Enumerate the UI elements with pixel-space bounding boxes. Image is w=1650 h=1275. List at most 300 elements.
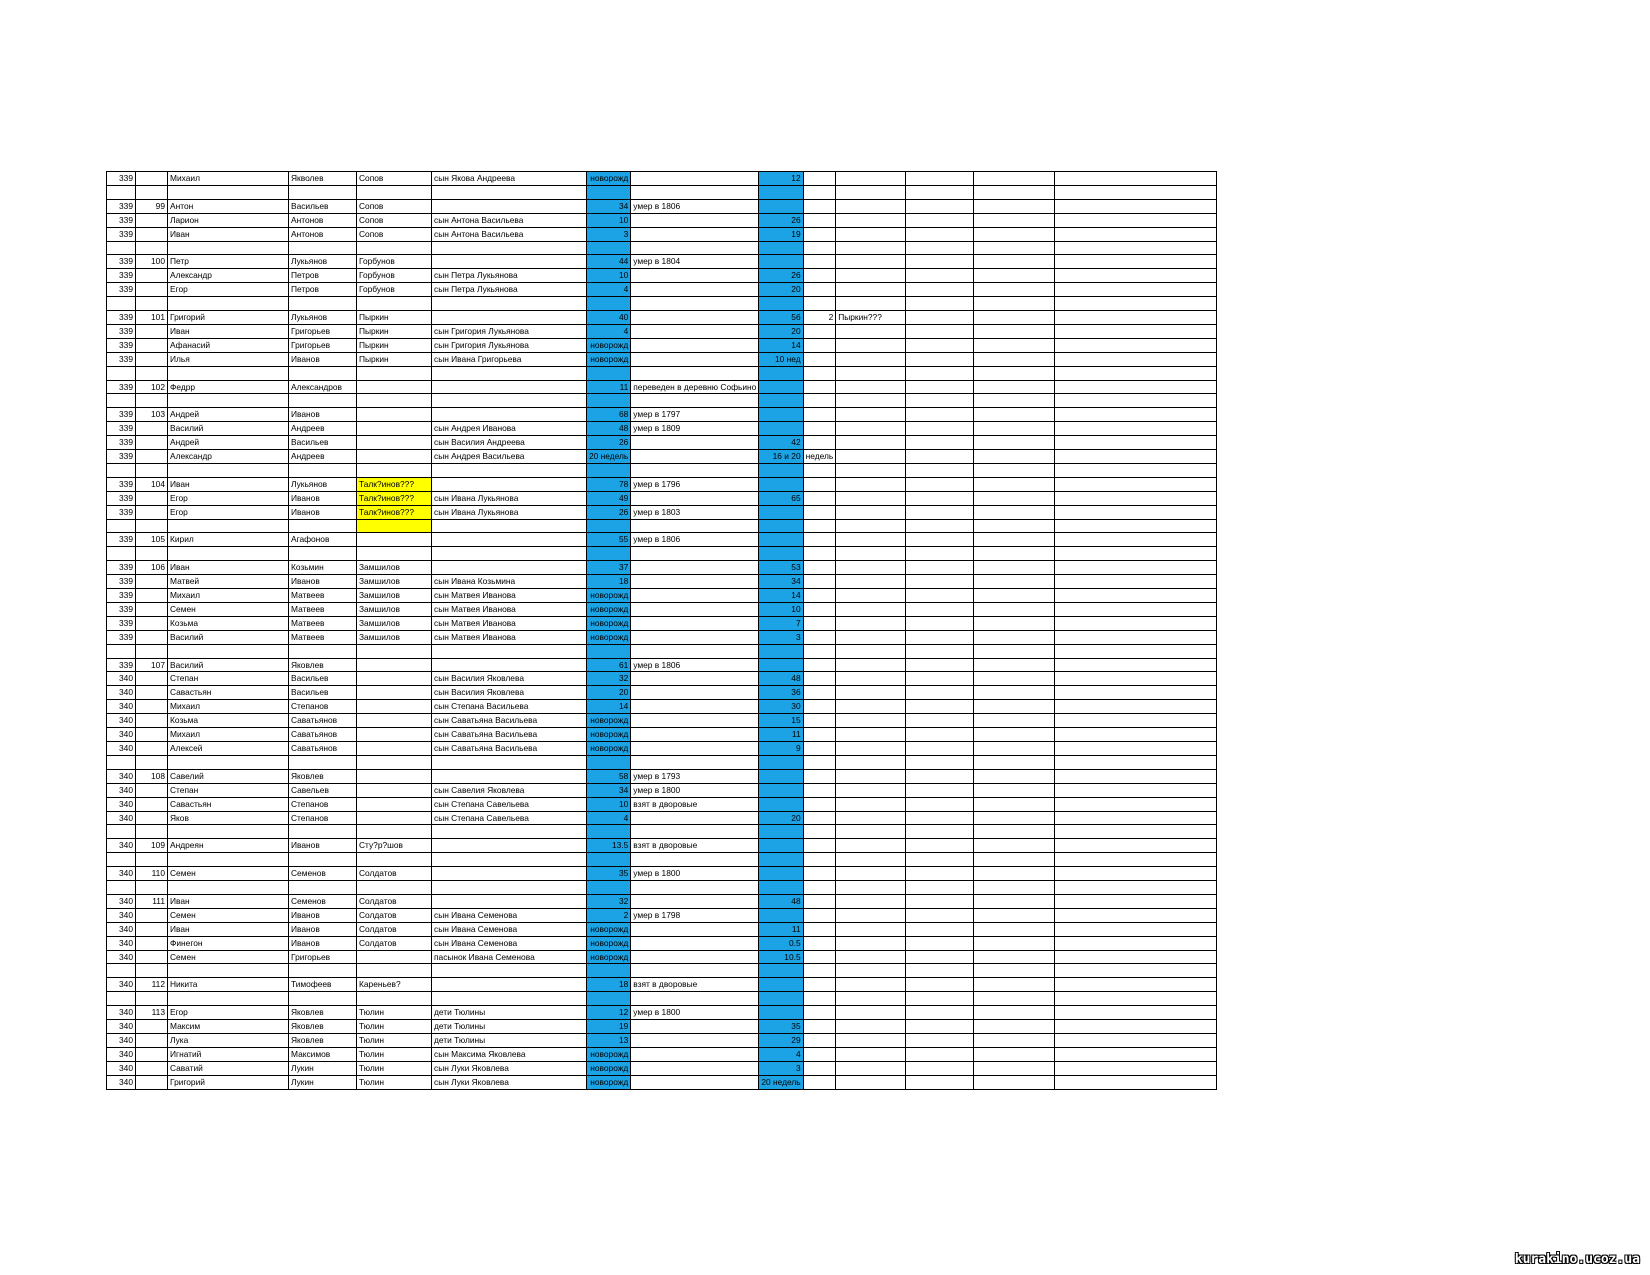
cell-note1 — [631, 1075, 759, 1089]
cell-c12 — [906, 686, 974, 700]
cell-c12 — [906, 1020, 974, 1034]
cell-note2 — [836, 533, 906, 547]
cell-misc — [803, 797, 836, 811]
cell-relation — [432, 297, 587, 311]
cell-patronymic: Лукьянов — [289, 311, 357, 325]
cell-page: 340 — [107, 811, 136, 825]
cell-age2: 14 — [759, 589, 803, 603]
cell-household: 106 — [136, 561, 168, 575]
cell-relation: сын Ивана Лукьянова — [432, 505, 587, 519]
cell-misc — [803, 908, 836, 922]
cell-name: Андреян — [168, 839, 289, 853]
cell-relation: сын Ивана Семенова — [432, 908, 587, 922]
cell-c14 — [1055, 380, 1217, 394]
cell-relation — [432, 644, 587, 658]
cell-page — [107, 297, 136, 311]
cell-age1 — [587, 881, 631, 895]
cell-patronymic — [289, 755, 357, 769]
cell-age2: 4 — [759, 1047, 803, 1061]
cell-name: Иван — [168, 894, 289, 908]
cell-patronymic: Иванов — [289, 936, 357, 950]
cell-relation: пасынок Ивана Семенова — [432, 950, 587, 964]
cell-misc — [803, 1075, 836, 1089]
cell-household: 113 — [136, 1006, 168, 1020]
cell-note1 — [631, 964, 759, 978]
cell-note2 — [836, 185, 906, 199]
cell-c12 — [906, 881, 974, 895]
cell-c12 — [906, 311, 974, 325]
cell-page — [107, 964, 136, 978]
cell-household — [136, 700, 168, 714]
cell-page — [107, 394, 136, 408]
cell-misc — [803, 894, 836, 908]
cell-c14 — [1055, 589, 1217, 603]
cell-note2: Пыркин??? — [836, 311, 906, 325]
cell-household — [136, 881, 168, 895]
cell-note2 — [836, 1020, 906, 1034]
cell-page: 339 — [107, 213, 136, 227]
cell-age2 — [759, 199, 803, 213]
cell-note2 — [836, 255, 906, 269]
cell-name: Егор — [168, 1006, 289, 1020]
cell-page: 340 — [107, 936, 136, 950]
cell-misc — [803, 714, 836, 728]
cell-misc — [803, 561, 836, 575]
cell-household — [136, 1075, 168, 1089]
cell-note2 — [836, 394, 906, 408]
cell-page — [107, 644, 136, 658]
cell-c13 — [974, 755, 1055, 769]
cell-age2 — [759, 769, 803, 783]
cell-age1: 10 — [587, 213, 631, 227]
cell-age2 — [759, 839, 803, 853]
cell-page: 340 — [107, 672, 136, 686]
cell-misc: 2 — [803, 311, 836, 325]
cell-note1 — [631, 950, 759, 964]
cell-patronymic: Якволев — [289, 172, 357, 186]
cell-c12 — [906, 825, 974, 839]
table-row — [107, 561, 1217, 575]
cell-household — [136, 950, 168, 964]
cell-c14 — [1055, 853, 1217, 867]
cell-c14 — [1055, 297, 1217, 311]
cell-c12 — [906, 922, 974, 936]
cell-household: 108 — [136, 769, 168, 783]
cell-note2 — [836, 505, 906, 519]
table-row — [107, 422, 1217, 436]
cell-c13 — [974, 825, 1055, 839]
cell-relation — [432, 366, 587, 380]
cell-c12 — [906, 491, 974, 505]
cell-relation: сын Петра Лукьянова — [432, 283, 587, 297]
cell-note2 — [836, 950, 906, 964]
cell-page: 339 — [107, 199, 136, 213]
cell-surname — [357, 450, 432, 464]
cell-surname: Кареньев? — [357, 978, 432, 992]
cell-age2 — [759, 644, 803, 658]
cell-note2 — [836, 1075, 906, 1089]
cell-patronymic: Максимов — [289, 1047, 357, 1061]
cell-note1: умер в 1804 — [631, 255, 759, 269]
cell-surname: Замшилов — [357, 616, 432, 630]
cell-c12 — [906, 797, 974, 811]
cell-c12 — [906, 644, 974, 658]
cell-c14 — [1055, 463, 1217, 477]
cell-c13 — [974, 742, 1055, 756]
cell-note2 — [836, 755, 906, 769]
cell-surname — [357, 658, 432, 672]
cell-note1: умер в 1809 — [631, 422, 759, 436]
cell-household — [136, 338, 168, 352]
cell-note2 — [836, 338, 906, 352]
cell-age1: 44 — [587, 255, 631, 269]
cell-c13 — [974, 700, 1055, 714]
cell-surname — [357, 547, 432, 561]
cell-surname — [357, 394, 432, 408]
cell-relation — [432, 839, 587, 853]
cell-note2 — [836, 797, 906, 811]
cell-page: 339 — [107, 269, 136, 283]
cell-misc — [803, 700, 836, 714]
cell-age1: 68 — [587, 408, 631, 422]
cell-page: 339 — [107, 227, 136, 241]
cell-age2 — [759, 255, 803, 269]
cell-note1 — [631, 644, 759, 658]
cell-patronymic — [289, 241, 357, 255]
cell-surname — [357, 241, 432, 255]
cell-household: 109 — [136, 839, 168, 853]
cell-page: 339 — [107, 408, 136, 422]
cell-note1 — [631, 324, 759, 338]
cell-c13 — [974, 783, 1055, 797]
cell-c12 — [906, 172, 974, 186]
cell-c13 — [974, 714, 1055, 728]
cell-c13 — [974, 894, 1055, 908]
cell-age2: 36 — [759, 686, 803, 700]
cell-note1: взят в дворовые — [631, 797, 759, 811]
cell-note2 — [836, 213, 906, 227]
cell-c13 — [974, 463, 1055, 477]
cell-c13 — [974, 380, 1055, 394]
cell-age1: новорожд — [587, 728, 631, 742]
cell-c13 — [974, 311, 1055, 325]
cell-c12 — [906, 755, 974, 769]
census-table — [106, 171, 1217, 1090]
cell-name: Савелий — [168, 769, 289, 783]
cell-name — [168, 519, 289, 533]
table-row — [107, 227, 1217, 241]
cell-patronymic: Григорьев — [289, 338, 357, 352]
cell-name — [168, 825, 289, 839]
cell-household: 99 — [136, 199, 168, 213]
cell-name: Егор — [168, 491, 289, 505]
cell-surname: Замшилов — [357, 575, 432, 589]
table-row — [107, 964, 1217, 978]
cell-household — [136, 1061, 168, 1075]
cell-c12 — [906, 672, 974, 686]
cell-age1: 37 — [587, 561, 631, 575]
cell-patronymic — [289, 394, 357, 408]
cell-age2: 9 — [759, 742, 803, 756]
cell-c12 — [906, 589, 974, 603]
cell-surname — [357, 700, 432, 714]
spreadsheet — [106, 171, 1217, 1090]
cell-c12 — [906, 436, 974, 450]
cell-age2 — [759, 408, 803, 422]
cell-surname — [357, 380, 432, 394]
cell-surname: Солдатов — [357, 922, 432, 936]
cell-c14 — [1055, 241, 1217, 255]
cell-household — [136, 394, 168, 408]
cell-age2 — [759, 547, 803, 561]
cell-c12 — [906, 422, 974, 436]
cell-relation: сын Саватьяна Васильева — [432, 728, 587, 742]
cell-misc — [803, 213, 836, 227]
cell-page: 339 — [107, 380, 136, 394]
cell-household — [136, 908, 168, 922]
cell-relation: сын Петра Лукьянова — [432, 269, 587, 283]
cell-note2 — [836, 1006, 906, 1020]
cell-age1: 48 — [587, 422, 631, 436]
cell-patronymic: Иванов — [289, 491, 357, 505]
cell-relation — [432, 769, 587, 783]
cell-age1: 3 — [587, 227, 631, 241]
cell-c14 — [1055, 783, 1217, 797]
cell-c14 — [1055, 881, 1217, 895]
table-row — [107, 324, 1217, 338]
cell-misc — [803, 575, 836, 589]
cell-misc — [803, 338, 836, 352]
cell-age2: 3 — [759, 1061, 803, 1075]
cell-c14 — [1055, 839, 1217, 853]
cell-c12 — [906, 602, 974, 616]
cell-c13 — [974, 964, 1055, 978]
cell-misc — [803, 811, 836, 825]
cell-age2: 34 — [759, 575, 803, 589]
cell-c13 — [974, 978, 1055, 992]
table-row — [107, 811, 1217, 825]
cell-relation: сын Ивана Григорьева — [432, 352, 587, 366]
cell-relation — [432, 561, 587, 575]
cell-c13 — [974, 728, 1055, 742]
cell-age2: 29 — [759, 1033, 803, 1047]
cell-age1: 78 — [587, 477, 631, 491]
cell-c14 — [1055, 728, 1217, 742]
table-row — [107, 728, 1217, 742]
cell-page: 339 — [107, 422, 136, 436]
cell-relation — [432, 311, 587, 325]
cell-relation: сын Василия Яковлева — [432, 672, 587, 686]
cell-patronymic: Лукьянов — [289, 477, 357, 491]
cell-relation: сын Степана Васильева — [432, 700, 587, 714]
cell-name — [168, 394, 289, 408]
cell-note1 — [631, 742, 759, 756]
cell-note1 — [631, 825, 759, 839]
cell-name — [168, 881, 289, 895]
cell-c14 — [1055, 213, 1217, 227]
cell-patronymic: Иванов — [289, 408, 357, 422]
cell-c12 — [906, 992, 974, 1006]
cell-age2: 20 — [759, 811, 803, 825]
cell-page: 339 — [107, 338, 136, 352]
cell-c13 — [974, 672, 1055, 686]
cell-c14 — [1055, 366, 1217, 380]
cell-c13 — [974, 658, 1055, 672]
cell-page — [107, 853, 136, 867]
cell-c13 — [974, 630, 1055, 644]
table-row — [107, 742, 1217, 756]
table-row — [107, 700, 1217, 714]
cell-page — [107, 992, 136, 1006]
cell-age2: 15 — [759, 714, 803, 728]
cell-page: 340 — [107, 742, 136, 756]
table-row — [107, 283, 1217, 297]
cell-age1: 19 — [587, 1020, 631, 1034]
table-row — [107, 1047, 1217, 1061]
cell-age2: 56 — [759, 311, 803, 325]
cell-age1: 20 недель — [587, 450, 631, 464]
table-row — [107, 380, 1217, 394]
cell-relation: сын Андрея Васильева — [432, 450, 587, 464]
cell-patronymic: Яковлев — [289, 658, 357, 672]
cell-page — [107, 185, 136, 199]
cell-patronymic — [289, 992, 357, 1006]
cell-page: 340 — [107, 867, 136, 881]
cell-note1 — [631, 269, 759, 283]
cell-household: 112 — [136, 978, 168, 992]
cell-age2 — [759, 463, 803, 477]
cell-note2 — [836, 575, 906, 589]
cell-age2: 10.5 — [759, 950, 803, 964]
cell-misc — [803, 978, 836, 992]
cell-age2 — [759, 908, 803, 922]
cell-c14 — [1055, 755, 1217, 769]
table-row — [107, 922, 1217, 936]
cell-c14 — [1055, 616, 1217, 630]
cell-note2 — [836, 436, 906, 450]
cell-misc — [803, 519, 836, 533]
cell-patronymic: Яковлев — [289, 1006, 357, 1020]
cell-note1 — [631, 436, 759, 450]
cell-surname — [357, 366, 432, 380]
cell-note2 — [836, 811, 906, 825]
cell-name: Игнатий — [168, 1047, 289, 1061]
cell-misc — [803, 992, 836, 1006]
cell-relation: сын Антона Васильева — [432, 213, 587, 227]
cell-surname — [357, 964, 432, 978]
cell-c13 — [974, 227, 1055, 241]
cell-c14 — [1055, 769, 1217, 783]
cell-c13 — [974, 616, 1055, 630]
cell-patronymic: Иванов — [289, 922, 357, 936]
cell-misc — [803, 1020, 836, 1034]
cell-c14 — [1055, 199, 1217, 213]
cell-page — [107, 366, 136, 380]
cell-patronymic: Лукин — [289, 1075, 357, 1089]
cell-age2: 10 — [759, 602, 803, 616]
cell-household — [136, 450, 168, 464]
cell-name: Никита — [168, 978, 289, 992]
cell-c12 — [906, 450, 974, 464]
cell-c12 — [906, 630, 974, 644]
cell-age1: 61 — [587, 658, 631, 672]
cell-patronymic: Андреев — [289, 422, 357, 436]
cell-household — [136, 783, 168, 797]
cell-misc — [803, 1047, 836, 1061]
cell-c13 — [974, 352, 1055, 366]
cell-age2 — [759, 992, 803, 1006]
cell-name: Андрей — [168, 436, 289, 450]
cell-age2: 10 нед — [759, 352, 803, 366]
cell-patronymic: Антонов — [289, 213, 357, 227]
cell-c12 — [906, 269, 974, 283]
table-row — [107, 352, 1217, 366]
cell-page: 339 — [107, 436, 136, 450]
cell-name: Иван — [168, 324, 289, 338]
cell-surname: Сопов — [357, 199, 432, 213]
cell-misc — [803, 436, 836, 450]
cell-patronymic: Матвеев — [289, 589, 357, 603]
cell-surname: Солдатов — [357, 894, 432, 908]
cell-note2 — [836, 672, 906, 686]
cell-household — [136, 616, 168, 630]
cell-misc — [803, 783, 836, 797]
cell-page: 339 — [107, 172, 136, 186]
cell-relation: дети Тюлины — [432, 1033, 587, 1047]
table-row — [107, 1033, 1217, 1047]
cell-age1: новорожд — [587, 338, 631, 352]
cell-note2 — [836, 894, 906, 908]
cell-name: Саватий — [168, 1061, 289, 1075]
cell-note2 — [836, 227, 906, 241]
cell-c13 — [974, 172, 1055, 186]
cell-age2 — [759, 797, 803, 811]
cell-relation — [432, 241, 587, 255]
cell-relation: сын Ивана Козьмина — [432, 575, 587, 589]
cell-age1 — [587, 755, 631, 769]
table-row — [107, 714, 1217, 728]
cell-misc — [803, 630, 836, 644]
cell-c12 — [906, 519, 974, 533]
cell-age1: новорожд — [587, 714, 631, 728]
cell-misc — [803, 825, 836, 839]
cell-patronymic: Иванов — [289, 575, 357, 589]
cell-c13 — [974, 519, 1055, 533]
cell-c14 — [1055, 561, 1217, 575]
cell-page: 339 — [107, 477, 136, 491]
cell-misc — [803, 422, 836, 436]
cell-age1: 4 — [587, 324, 631, 338]
cell-c12 — [906, 978, 974, 992]
cell-c14 — [1055, 1075, 1217, 1089]
cell-c12 — [906, 1033, 974, 1047]
cell-surname: Горбунов — [357, 255, 432, 269]
cell-name: Савастьян — [168, 686, 289, 700]
cell-note1 — [631, 491, 759, 505]
cell-note2 — [836, 602, 906, 616]
table-row — [107, 547, 1217, 561]
cell-surname: Тюлин — [357, 1061, 432, 1075]
cell-misc — [803, 241, 836, 255]
cell-age2 — [759, 380, 803, 394]
cell-patronymic: Петров — [289, 269, 357, 283]
table-row — [107, 269, 1217, 283]
cell-surname — [357, 463, 432, 477]
cell-c12 — [906, 575, 974, 589]
cell-c14 — [1055, 686, 1217, 700]
cell-c14 — [1055, 324, 1217, 338]
cell-name: Степан — [168, 783, 289, 797]
